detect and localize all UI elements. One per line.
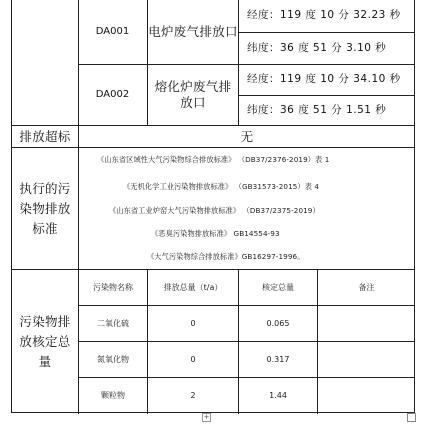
standard-item: 《大气污染物综合排放标准》GB16297-1996。 (147, 252, 305, 261)
standards-list (79, 150, 415, 268)
exceed-label: 排放超标 (19, 128, 71, 144)
standard-item: 《恶臭污染物排放标准》 GB14554-93 (151, 229, 280, 238)
standards-label: 执行的污染物排放标准 (19, 180, 71, 236)
standard-item: 《山东省工业炉窑大气污染物排放标准》 （DB37/2375-2019） (109, 206, 320, 215)
totals-header: 污染物名称 (93, 282, 133, 292)
outlet-latitude: 纬度：36 度 51 分 1.51 秒 (247, 103, 387, 116)
exceed-value: 无 (240, 128, 254, 144)
standard-item: 《无机化学工业污染物排放标准》 （GB31573-2015）表 4 (123, 182, 320, 191)
totals-cell: 0.317 (266, 354, 290, 364)
resize-handle-icon[interactable] (407, 413, 416, 422)
totals-cell: 氮氧化物 (97, 354, 129, 364)
outlet-name: 电炉废气排放口 (148, 24, 238, 40)
totals-cell: 二氧化硫 (97, 318, 129, 328)
outlet-code: DA001 (95, 25, 130, 37)
totals-cell (318, 306, 415, 341)
totals-cell (318, 378, 415, 413)
totals-header: 备注 (358, 282, 375, 292)
totals-header: 排放总量（t/a） (163, 282, 223, 292)
totals-cell: 0 (190, 354, 196, 364)
outlet-longitude: 经度：119 度 10 分 32.23 秒 (247, 9, 401, 22)
totals-header: 核定总量 (262, 282, 294, 292)
add-row-icon[interactable]: + (203, 413, 210, 421)
totals-cell: 1.44 (269, 390, 287, 400)
totals-cell (318, 342, 415, 377)
outlet-latitude: 纬度：36 度 51 分 3.10 秒 (247, 41, 387, 54)
totals-cell: 2 (190, 390, 196, 400)
totals-cell: 0 (190, 318, 196, 328)
standard-item: 《山东省区域性大气污染物综合排放标准》 （DB37/2376-2019）表 1 (97, 155, 330, 164)
outlet-name: 熔化炉废气排放口 (154, 79, 232, 110)
outlet-longitude: 经度：119 度 10 分 34.10 秒 (247, 73, 401, 86)
info-table (11, 0, 415, 413)
outlet-code: DA002 (95, 88, 130, 100)
totals-label: 污染物排放核定总量 (19, 314, 71, 369)
totals-cell: 0.065 (266, 318, 290, 328)
totals-cell: 颗粒物 (101, 390, 125, 400)
